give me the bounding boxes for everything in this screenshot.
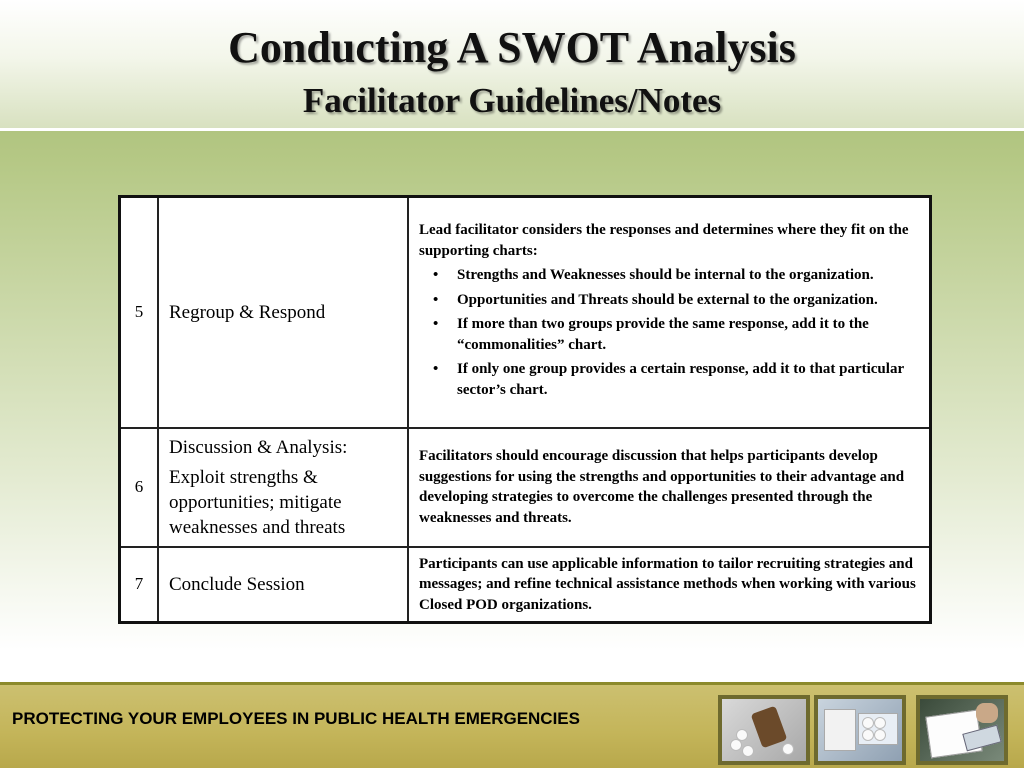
notes-bullet: • Opportunities and Threats should be external to the organization. <box>433 290 919 311</box>
step-title: Discussion & Analysis: <box>169 436 348 458</box>
step-name <box>158 547 408 623</box>
table-row-6 <box>120 428 931 547</box>
footer-text: PROTECTING YOUR EMPLOYEES IN PUBLIC HEALTH EMERGENCIES <box>12 709 580 728</box>
notes-intro: Lead facilitator considers the responses and determines where they fit on the supporting charts: <box>419 222 909 259</box>
title-banner <box>0 0 1024 131</box>
table-row-5 <box>120 197 931 428</box>
slide-subtitle: Facilitator Guidelines/Notes <box>302 81 722 120</box>
notes-bullet-list <box>419 265 919 400</box>
notes-text: Facilitators should encourage discussion that helps participants develop suggestions for using the strengths and opportunities to their advantage and developing strategies to overcome the challenges presented through the weaknesses and threats. <box>419 448 905 526</box>
notes-text: Participants can use applicable information to tailor recruiting strategies and messages; and refine technical assistance methods when working with various Closed POD organizations. <box>419 555 916 613</box>
footer-bar <box>0 682 1024 768</box>
step-number: 7 <box>120 547 159 623</box>
notes-bullet: • Strengths and Weaknesses should be internal to the organization. <box>433 265 919 286</box>
pill-bottle-photo <box>718 695 810 765</box>
slide-title: Conducting A SWOT Analysis <box>228 23 796 72</box>
table-row-7 <box>120 547 931 623</box>
medication-handout-photo <box>916 695 1008 765</box>
notes-bullet: • If only one group provides a certain response, add it to that particular sector’s chart. <box>433 359 919 400</box>
blister-pack-photo <box>814 695 906 765</box>
guidelines-table <box>118 195 932 624</box>
step-notes <box>408 547 931 623</box>
step-notes <box>408 428 931 547</box>
step-number: 6 <box>120 428 159 547</box>
step-title: Regroup & Respond <box>169 301 326 323</box>
step-title: Conclude Session <box>169 573 305 595</box>
step-notes <box>408 197 931 428</box>
step-number: 5 <box>120 197 159 428</box>
step-detail: Exploit strengths & opportunities; mitigate weaknesses and threats <box>169 466 346 538</box>
step-name <box>158 428 408 547</box>
step-name <box>158 197 408 428</box>
notes-bullet: • If more than two groups provide the same response, add it to the “commonalities” chart. <box>433 314 919 355</box>
